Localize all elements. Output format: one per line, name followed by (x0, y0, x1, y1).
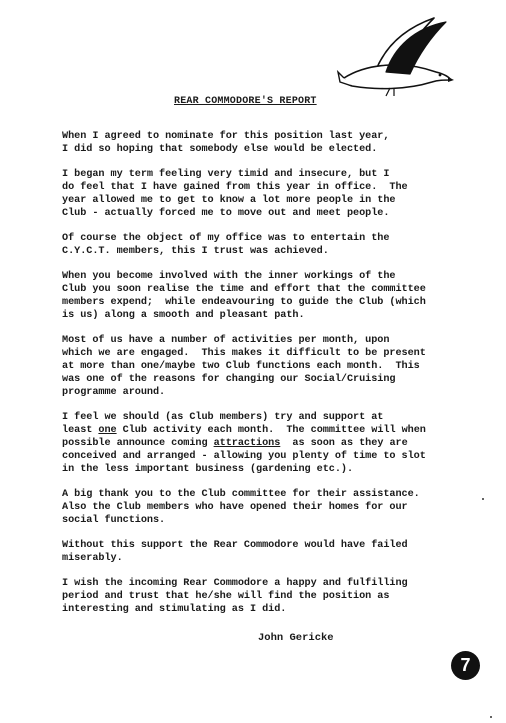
paragraph (62, 232, 462, 258)
paragraph (62, 577, 462, 616)
text-line: C.Y.C.T. members, this I trust was achieved. (62, 246, 329, 257)
paragraph (62, 334, 462, 399)
text-line: I did so hoping that somebody else would be elected. (62, 144, 378, 155)
text-line: miserably. (62, 553, 123, 564)
text-line: I wish the incoming Rear Commodore a happy and fulfilling (62, 578, 408, 589)
text-line: year allowed me to get to know a lot more people in the (62, 195, 396, 206)
text-line: least one Club activity each month. The committee will when (62, 425, 426, 436)
report-body (62, 130, 462, 628)
text-line: When you become involved with the inner workings of the (62, 271, 396, 282)
signature: John Gericke (258, 632, 334, 644)
text-line: programme around. (62, 387, 166, 398)
report-title: REAR COMMODORE'S REPORT (174, 96, 317, 107)
text-line: Most of us have a number of activities per month, upon (62, 335, 390, 346)
paragraph (62, 270, 462, 322)
paragraph (62, 130, 462, 156)
scan-speck (482, 498, 484, 500)
paragraph (62, 411, 462, 476)
text-line: in the less important business (gardening etc.). (62, 464, 354, 475)
paragraph (62, 488, 462, 527)
text-line: was one of the reasons for changing our Social/Cruising (62, 374, 396, 385)
text-line: social functions. (62, 515, 166, 526)
text-line: Without this support the Rear Commodore would have failed (62, 540, 408, 551)
text-line: A big thank you to the Club committee for their assistance. (62, 489, 420, 500)
page-number: 7 (460, 655, 471, 675)
paragraph (62, 539, 462, 565)
text-line: Club - actually forced me to move out and meet people. (62, 208, 390, 219)
text-line: members expend; while endeavouring to guide the Club (which (62, 297, 426, 308)
text-line: Club you soon realise the time and effort that the committee (62, 284, 426, 295)
text-line: at more than one/maybe two Club functions each month. This (62, 361, 420, 372)
paragraph (62, 168, 462, 220)
page-number-badge (451, 651, 480, 680)
text-line: Of course the object of my office was to entertain the (62, 233, 390, 244)
text-line: Also the Club members who have opened their homes for our (62, 502, 408, 513)
underlined-word: attractions (213, 438, 281, 449)
text-line: period and trust that he/she will find the position as (62, 591, 390, 602)
seagull-icon (336, 14, 454, 98)
text-line: which we are engaged. This makes it difficult to be present (62, 348, 426, 359)
text-line: conceived and arranged - allowing you plenty of time to slot (62, 451, 426, 462)
text-line: I feel we should (as Club members) try and support at (62, 412, 384, 423)
text-line: do feel that I have gained from this year in office. The (62, 182, 408, 193)
underlined-word: one (98, 425, 117, 436)
text-line: I began my term feeling very timid and insecure, but I (62, 169, 390, 180)
text-line: possible announce coming attractions as soon as they are (62, 438, 408, 449)
scan-speck (490, 716, 492, 718)
text-line: interesting and stimulating as I did. (62, 604, 287, 615)
text-line: is us) along a smooth and pleasant path. (62, 310, 305, 321)
text-line: When I agreed to nominate for this position last year, (62, 131, 390, 142)
